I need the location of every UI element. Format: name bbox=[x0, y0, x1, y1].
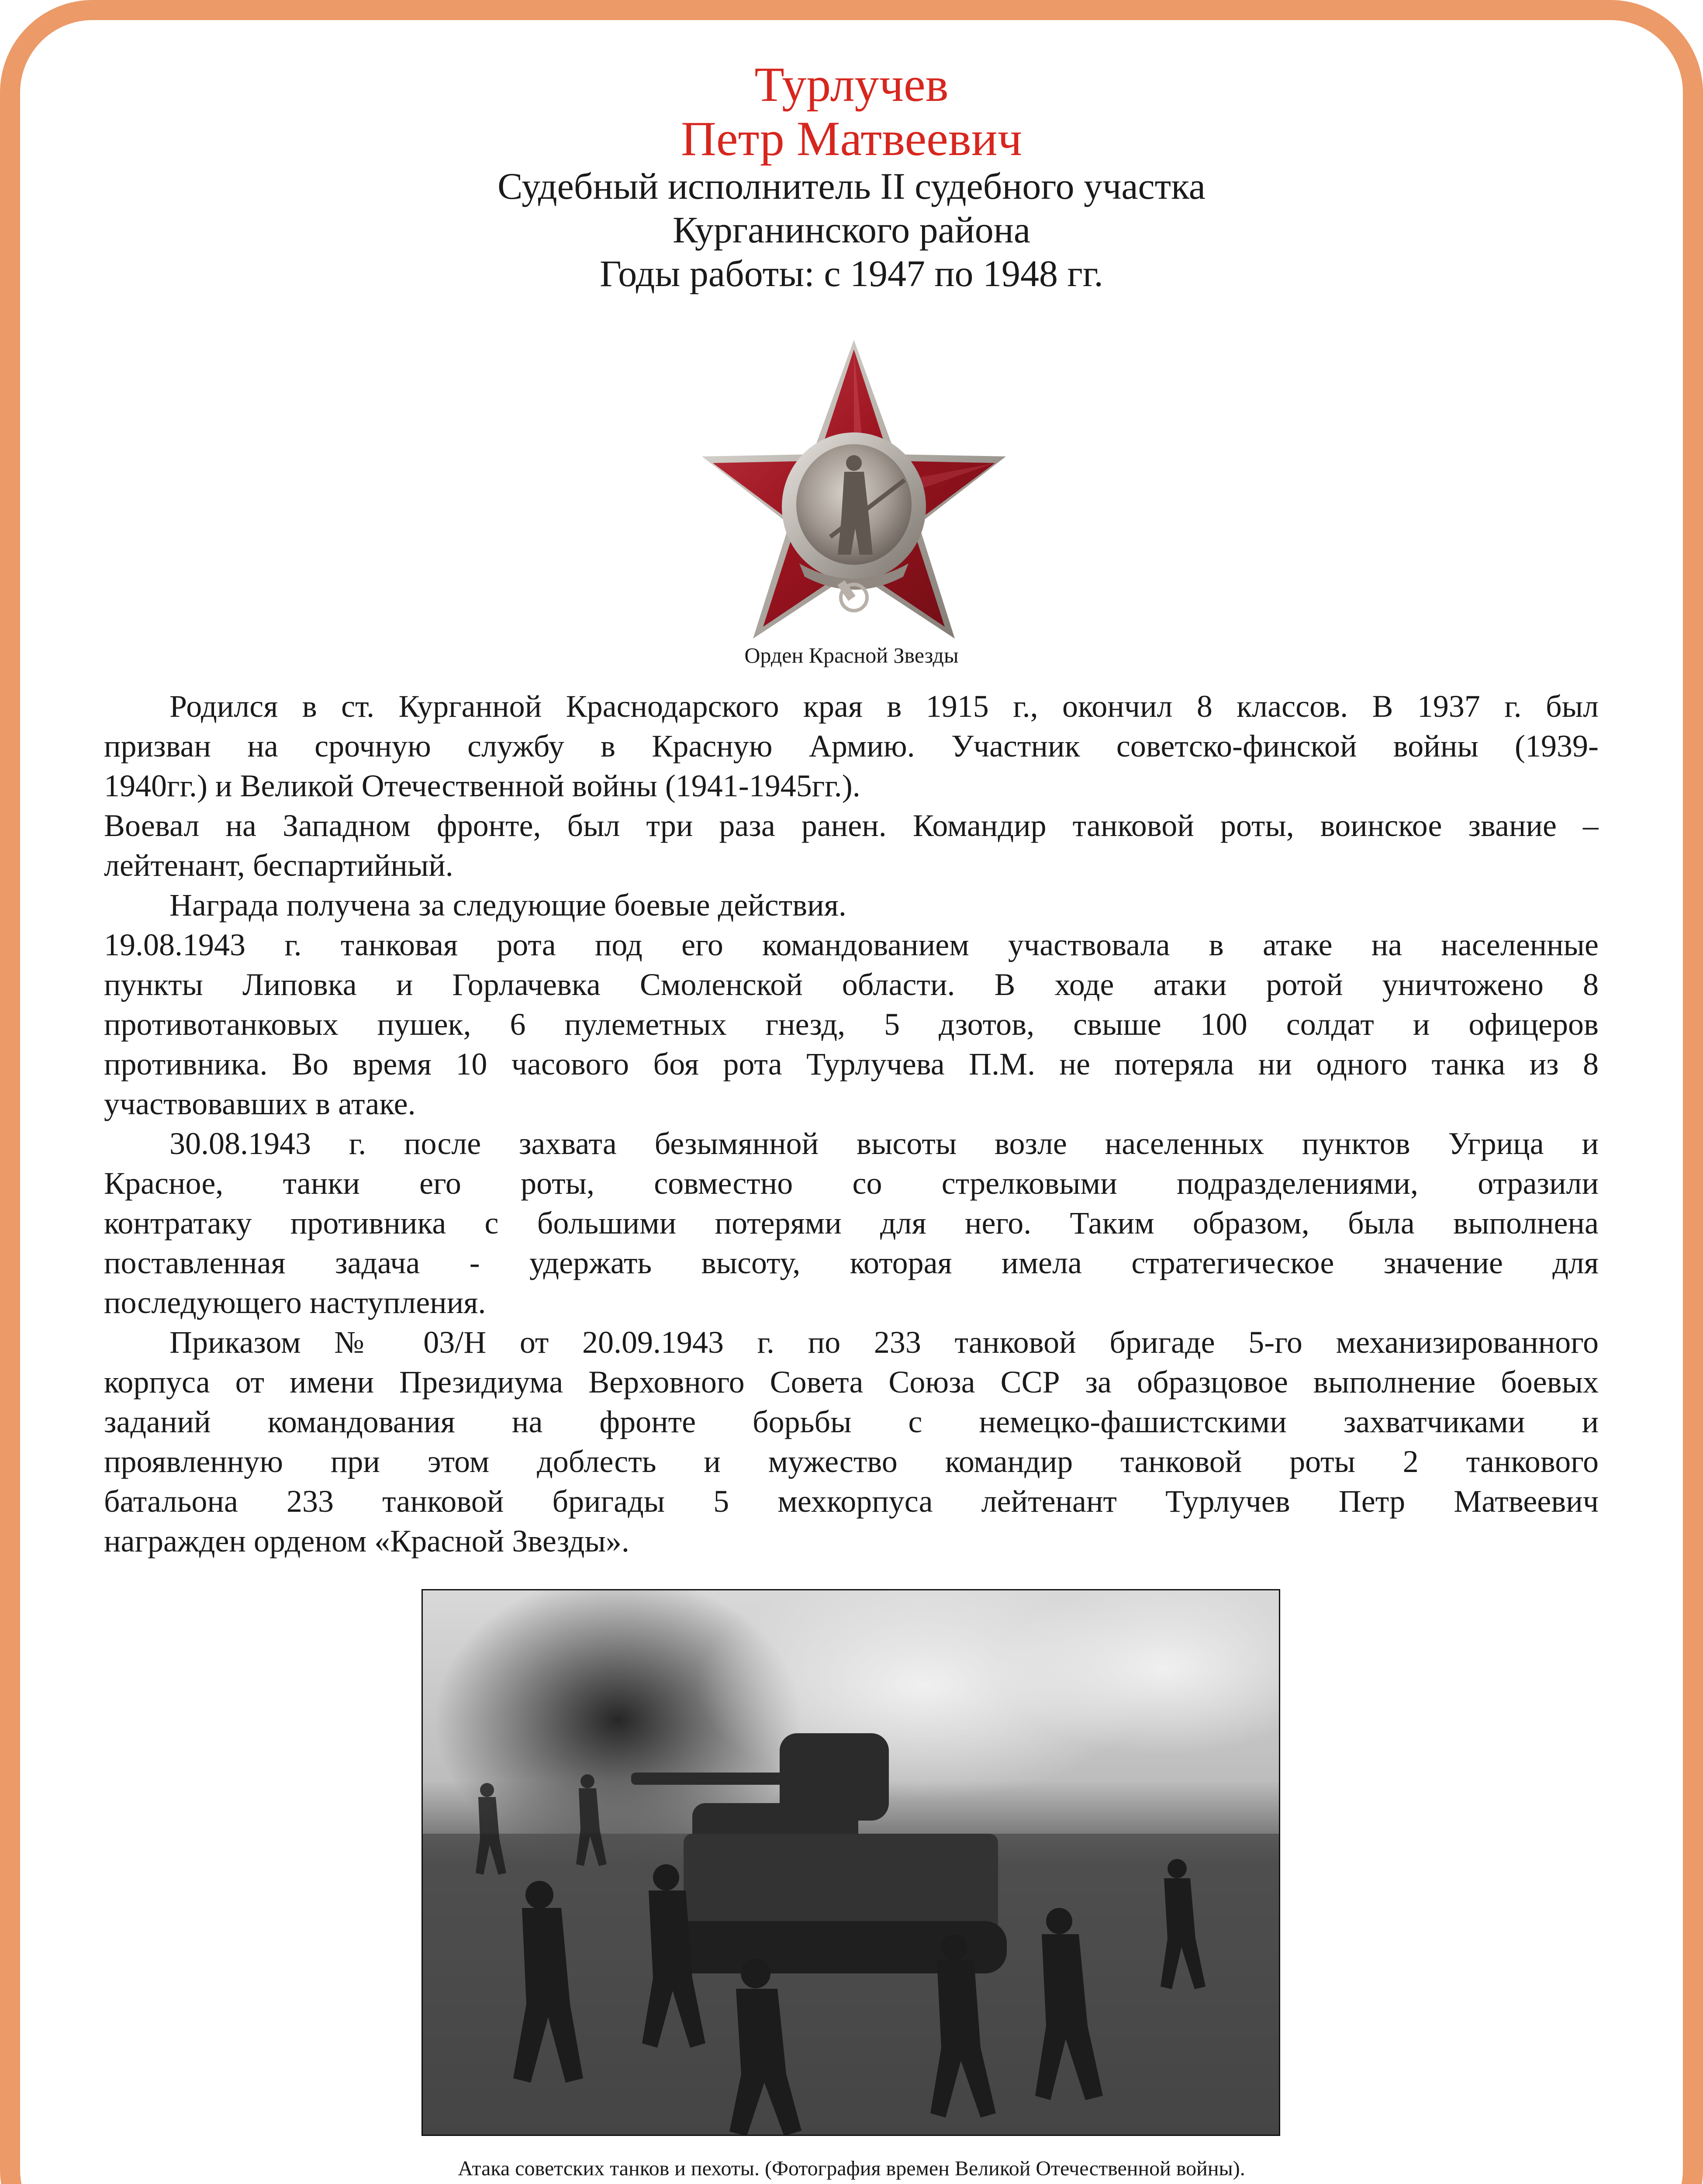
text-line: контратаку противника с большими потерями для него. Таким образом, была выполнена bbox=[104, 1206, 1599, 1241]
person-surname: Турлучев bbox=[754, 58, 949, 112]
text-line: призван на срочную службу в Красную Армию. Участник советско-финской войны (1939- bbox=[104, 729, 1599, 764]
text-line: батальона 233 танковой бригады 5 мехкорпуса лейтенант Турлучев Петр Матвеевич bbox=[104, 1484, 1599, 1519]
text-line: противотанковых пушек, 6 пулеметных гнезд, 5 дзотов, свыше 100 солдат и офицеров bbox=[104, 1007, 1599, 1042]
tank-attack-photo-icon bbox=[421, 1589, 1280, 2136]
photo-caption: Атака советских танков и пехоты. (Фотография времен Великой Отечественной войны). bbox=[458, 2157, 1245, 2180]
person-given-names: Петр Матвеевич bbox=[681, 112, 1022, 166]
paragraph bbox=[104, 1124, 1599, 1323]
text-line: Родился в ст. Курганной Краснодарского края в 1915 г., окончил 8 классов. В 1937 г. был bbox=[169, 689, 1599, 724]
text-line: корпуса от имени Президиума Верховного Совета Союза ССР за образцовое выполнение боевых bbox=[104, 1365, 1599, 1400]
biography-text bbox=[104, 687, 1599, 1561]
medal-caption: Орден Красной Звезды bbox=[744, 643, 959, 667]
war-photograph bbox=[421, 1589, 1280, 2136]
paragraph bbox=[104, 1323, 1599, 1561]
text-line: противника. Во время 10 часового боя рота Турлучева П.М. не потеряла ни одного танка из 8 bbox=[104, 1047, 1599, 1082]
text-line: последующего наступления. bbox=[104, 1285, 486, 1320]
years-of-service: Годы работы: с 1947 по 1948 гг. bbox=[600, 252, 1103, 294]
order-red-star-image bbox=[698, 336, 1010, 644]
text-line: 30.08.1943 г. после захвата безымянной высоты возле населенных пунктов Угрица и bbox=[169, 1126, 1599, 1161]
text-line: 1940гг.) и Великой Отечественной войны (1941-1945гг.). bbox=[104, 768, 860, 803]
text-line: 19.08.1943 г. танковая рота под его командованием участвовала в атаке на населенные bbox=[104, 927, 1599, 962]
paragraph bbox=[104, 806, 1599, 885]
text-line: Красное, танки его роты, совместно со стрелковыми подразделениями, отразили bbox=[104, 1166, 1599, 1201]
red-star-medal-icon bbox=[698, 336, 1010, 644]
text-line: лейтенант, беспартийный. bbox=[104, 848, 453, 883]
text-line: пункты Липовка и Горлачевка Смоленской области. В ходе атаки ротой уничтожено 8 bbox=[104, 967, 1599, 1002]
position-title-line1: Судебный исполнитель II судебного участка bbox=[497, 165, 1206, 207]
text-line: поставленная задача - удержать высоту, которая имела стратегическое значение для bbox=[104, 1245, 1599, 1280]
text-line: Воевал на Западном фронте, был три раза ранен. Командир танковой роты, воинское звание – bbox=[104, 808, 1599, 843]
text-line: Награда получена за следующие боевые действия. bbox=[169, 888, 846, 923]
text-line: Приказом № 03/Н от 20.09.1943 г. по 233 танковой бригаде 5-го механизированного bbox=[169, 1325, 1599, 1360]
text-line: участвовавших в атаке. bbox=[104, 1086, 416, 1121]
paragraph bbox=[104, 925, 1599, 1124]
position-title-line2: Курганинского района bbox=[672, 209, 1030, 251]
paragraph bbox=[104, 687, 1599, 806]
text-line: награжден орденом «Красной Звезды». bbox=[104, 1524, 629, 1559]
paragraph bbox=[104, 885, 1599, 925]
text-line: заданий командования на фронте борьбы с немецко-фашистскими захватчиками и bbox=[104, 1404, 1599, 1439]
text-line: проявленную при этом доблесть и мужество командир танковой роты 2 танкового bbox=[104, 1444, 1599, 1479]
